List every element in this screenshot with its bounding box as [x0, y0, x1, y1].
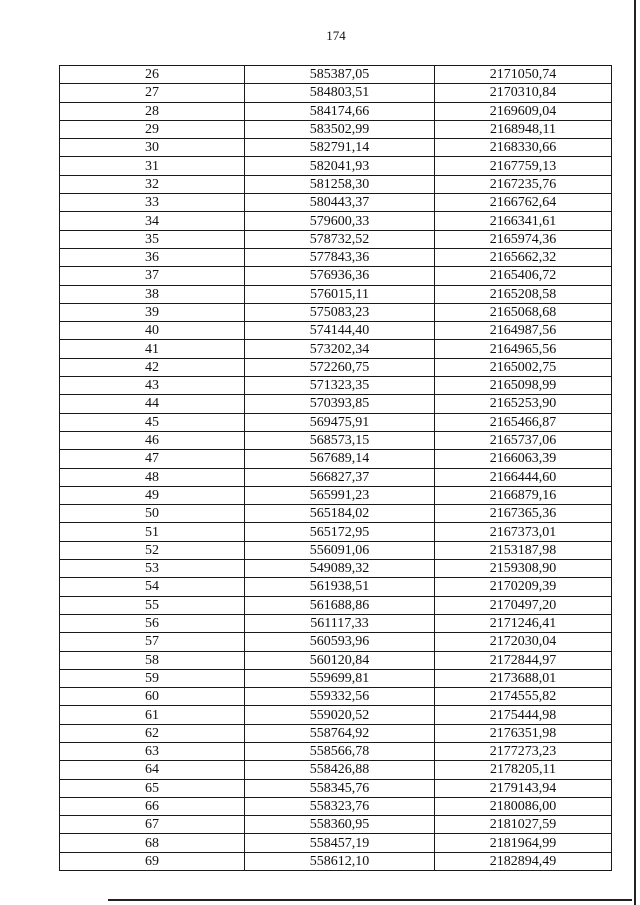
point-number-cell: 52	[60, 541, 245, 559]
point-number-cell: 57	[60, 633, 245, 651]
y-coordinate-cell: 2168330,66	[435, 139, 612, 157]
table-row	[60, 212, 612, 230]
x-coordinate-cell: 561938,51	[245, 578, 435, 596]
y-coordinate-cell: 2159308,90	[435, 560, 612, 578]
y-coordinate-cell: 2164965,56	[435, 340, 612, 358]
x-coordinate-cell: 561117,33	[245, 614, 435, 632]
point-number-cell: 44	[60, 395, 245, 413]
point-number-cell: 40	[60, 322, 245, 340]
y-coordinate-cell: 2164987,56	[435, 322, 612, 340]
point-number-cell: 27	[60, 84, 245, 102]
point-number-cell: 62	[60, 724, 245, 742]
x-coordinate-cell: 565184,02	[245, 505, 435, 523]
x-coordinate-cell: 584174,66	[245, 102, 435, 120]
table-row	[60, 450, 612, 468]
table-row	[60, 779, 612, 797]
x-coordinate-cell: 556091,06	[245, 541, 435, 559]
x-coordinate-cell: 560120,84	[245, 651, 435, 669]
point-number-cell: 66	[60, 797, 245, 815]
x-coordinate-cell: 558764,92	[245, 724, 435, 742]
table-row	[60, 669, 612, 687]
x-coordinate-cell: 558360,95	[245, 816, 435, 834]
y-coordinate-cell: 2173688,01	[435, 669, 612, 687]
y-coordinate-cell: 2167759,13	[435, 157, 612, 175]
point-number-cell: 68	[60, 834, 245, 852]
x-coordinate-cell: 561688,86	[245, 596, 435, 614]
x-coordinate-cell: 577843,36	[245, 248, 435, 266]
table-row	[60, 102, 612, 120]
x-coordinate-cell: 559332,56	[245, 688, 435, 706]
point-number-cell: 30	[60, 139, 245, 157]
y-coordinate-cell: 2182894,49	[435, 852, 612, 870]
coordinates-table	[59, 65, 612, 871]
table-row	[60, 816, 612, 834]
point-number-cell: 46	[60, 431, 245, 449]
table-row	[60, 413, 612, 431]
table-row	[60, 248, 612, 266]
point-number-cell: 47	[60, 450, 245, 468]
table-row	[60, 194, 612, 212]
y-coordinate-cell: 2167365,36	[435, 505, 612, 523]
x-coordinate-cell: 573202,34	[245, 340, 435, 358]
y-coordinate-cell: 2165253,90	[435, 395, 612, 413]
table-row	[60, 505, 612, 523]
table-row	[60, 633, 612, 651]
x-coordinate-cell: 579600,33	[245, 212, 435, 230]
y-coordinate-cell: 2165068,68	[435, 303, 612, 321]
y-coordinate-cell: 2171050,74	[435, 66, 612, 84]
table-row	[60, 651, 612, 669]
table-row	[60, 578, 612, 596]
point-number-cell: 26	[60, 66, 245, 84]
y-coordinate-cell: 2172030,04	[435, 633, 612, 651]
x-coordinate-cell: 572260,75	[245, 358, 435, 376]
x-coordinate-cell: 558426,88	[245, 761, 435, 779]
table-row	[60, 431, 612, 449]
point-number-cell: 34	[60, 212, 245, 230]
x-coordinate-cell: 558566,78	[245, 742, 435, 760]
x-coordinate-cell: 567689,14	[245, 450, 435, 468]
table-row	[60, 157, 612, 175]
y-coordinate-cell: 2167373,01	[435, 523, 612, 541]
table-row	[60, 267, 612, 285]
point-number-cell: 33	[60, 194, 245, 212]
y-coordinate-cell: 2176351,98	[435, 724, 612, 742]
table-row	[60, 834, 612, 852]
x-coordinate-cell: 571323,35	[245, 377, 435, 395]
y-coordinate-cell: 2170209,39	[435, 578, 612, 596]
point-number-cell: 28	[60, 102, 245, 120]
point-number-cell: 54	[60, 578, 245, 596]
point-number-cell: 63	[60, 742, 245, 760]
point-number-cell: 45	[60, 413, 245, 431]
y-coordinate-cell: 2168948,11	[435, 120, 612, 138]
table-row	[60, 322, 612, 340]
point-number-cell: 55	[60, 596, 245, 614]
point-number-cell: 29	[60, 120, 245, 138]
point-number-cell: 50	[60, 505, 245, 523]
x-coordinate-cell: 575083,23	[245, 303, 435, 321]
y-coordinate-cell: 2169609,04	[435, 102, 612, 120]
y-coordinate-cell: 2167235,76	[435, 175, 612, 193]
x-coordinate-cell: 570393,85	[245, 395, 435, 413]
point-number-cell: 58	[60, 651, 245, 669]
x-coordinate-cell: 585387,05	[245, 66, 435, 84]
y-coordinate-cell: 2181027,59	[435, 816, 612, 834]
table-row	[60, 139, 612, 157]
point-number-cell: 69	[60, 852, 245, 870]
y-coordinate-cell: 2170497,20	[435, 596, 612, 614]
scan-edge-bottom	[108, 899, 632, 901]
coordinates-table-body	[60, 66, 612, 871]
point-number-cell: 49	[60, 486, 245, 504]
x-coordinate-cell: 584803,51	[245, 84, 435, 102]
y-coordinate-cell: 2174555,82	[435, 688, 612, 706]
table-row	[60, 560, 612, 578]
y-coordinate-cell: 2165466,87	[435, 413, 612, 431]
table-row	[60, 285, 612, 303]
x-coordinate-cell: 576015,11	[245, 285, 435, 303]
y-coordinate-cell: 2179143,94	[435, 779, 612, 797]
y-coordinate-cell: 2175444,98	[435, 706, 612, 724]
x-coordinate-cell: 565172,95	[245, 523, 435, 541]
point-number-cell: 41	[60, 340, 245, 358]
table-row	[60, 541, 612, 559]
x-coordinate-cell: 559699,81	[245, 669, 435, 687]
point-number-cell: 31	[60, 157, 245, 175]
y-coordinate-cell: 2165737,06	[435, 431, 612, 449]
table-row	[60, 120, 612, 138]
x-coordinate-cell: 569475,91	[245, 413, 435, 431]
table-row	[60, 230, 612, 248]
point-number-cell: 32	[60, 175, 245, 193]
x-coordinate-cell: 558612,10	[245, 852, 435, 870]
y-coordinate-cell: 2166762,64	[435, 194, 612, 212]
page-number: 174	[326, 28, 346, 43]
y-coordinate-cell: 2166879,16	[435, 486, 612, 504]
y-coordinate-cell: 2165662,32	[435, 248, 612, 266]
x-coordinate-cell: 558457,19	[245, 834, 435, 852]
table-row	[60, 303, 612, 321]
y-coordinate-cell: 2165208,58	[435, 285, 612, 303]
x-coordinate-cell: 560593,96	[245, 633, 435, 651]
x-coordinate-cell: 581258,30	[245, 175, 435, 193]
table-row	[60, 468, 612, 486]
table-row	[60, 84, 612, 102]
table-row	[60, 614, 612, 632]
x-coordinate-cell: 583502,99	[245, 120, 435, 138]
y-coordinate-cell: 2166063,39	[435, 450, 612, 468]
x-coordinate-cell: 580443,37	[245, 194, 435, 212]
table-row	[60, 377, 612, 395]
table-row	[60, 797, 612, 815]
table-row	[60, 175, 612, 193]
x-coordinate-cell: 568573,15	[245, 431, 435, 449]
y-coordinate-cell: 2165002,75	[435, 358, 612, 376]
x-coordinate-cell: 549089,32	[245, 560, 435, 578]
y-coordinate-cell: 2165406,72	[435, 267, 612, 285]
y-coordinate-cell: 2172844,97	[435, 651, 612, 669]
point-number-cell: 67	[60, 816, 245, 834]
point-number-cell: 48	[60, 468, 245, 486]
table-row	[60, 852, 612, 870]
point-number-cell: 60	[60, 688, 245, 706]
table-row	[60, 596, 612, 614]
table-row	[60, 761, 612, 779]
table-row	[60, 358, 612, 376]
point-number-cell: 51	[60, 523, 245, 541]
table-row	[60, 66, 612, 84]
point-number-cell: 35	[60, 230, 245, 248]
x-coordinate-cell: 576936,36	[245, 267, 435, 285]
point-number-cell: 37	[60, 267, 245, 285]
y-coordinate-cell: 2171246,41	[435, 614, 612, 632]
x-coordinate-cell: 566827,37	[245, 468, 435, 486]
x-coordinate-cell: 574144,40	[245, 322, 435, 340]
x-coordinate-cell: 558345,76	[245, 779, 435, 797]
table-row	[60, 742, 612, 760]
y-coordinate-cell: 2166444,60	[435, 468, 612, 486]
y-coordinate-cell: 2166341,61	[435, 212, 612, 230]
x-coordinate-cell: 565991,23	[245, 486, 435, 504]
table-row	[60, 688, 612, 706]
table-row	[60, 523, 612, 541]
x-coordinate-cell: 582791,14	[245, 139, 435, 157]
scan-edge-right	[634, 0, 636, 905]
table-row	[60, 724, 612, 742]
table-row	[60, 706, 612, 724]
point-number-cell: 56	[60, 614, 245, 632]
point-number-cell: 38	[60, 285, 245, 303]
point-number-cell: 59	[60, 669, 245, 687]
point-number-cell: 42	[60, 358, 245, 376]
point-number-cell: 53	[60, 560, 245, 578]
y-coordinate-cell: 2170310,84	[435, 84, 612, 102]
point-number-cell: 43	[60, 377, 245, 395]
y-coordinate-cell: 2165974,36	[435, 230, 612, 248]
table-row	[60, 395, 612, 413]
y-coordinate-cell: 2165098,99	[435, 377, 612, 395]
x-coordinate-cell: 578732,52	[245, 230, 435, 248]
x-coordinate-cell: 558323,76	[245, 797, 435, 815]
point-number-cell: 36	[60, 248, 245, 266]
x-coordinate-cell: 559020,52	[245, 706, 435, 724]
y-coordinate-cell: 2181964,99	[435, 834, 612, 852]
point-number-cell: 65	[60, 779, 245, 797]
x-coordinate-cell: 582041,93	[245, 157, 435, 175]
table-row	[60, 340, 612, 358]
point-number-cell: 64	[60, 761, 245, 779]
y-coordinate-cell: 2153187,98	[435, 541, 612, 559]
y-coordinate-cell: 2180086,00	[435, 797, 612, 815]
y-coordinate-cell: 2177273,23	[435, 742, 612, 760]
table-row	[60, 486, 612, 504]
point-number-cell: 39	[60, 303, 245, 321]
point-number-cell: 61	[60, 706, 245, 724]
y-coordinate-cell: 2178205,11	[435, 761, 612, 779]
